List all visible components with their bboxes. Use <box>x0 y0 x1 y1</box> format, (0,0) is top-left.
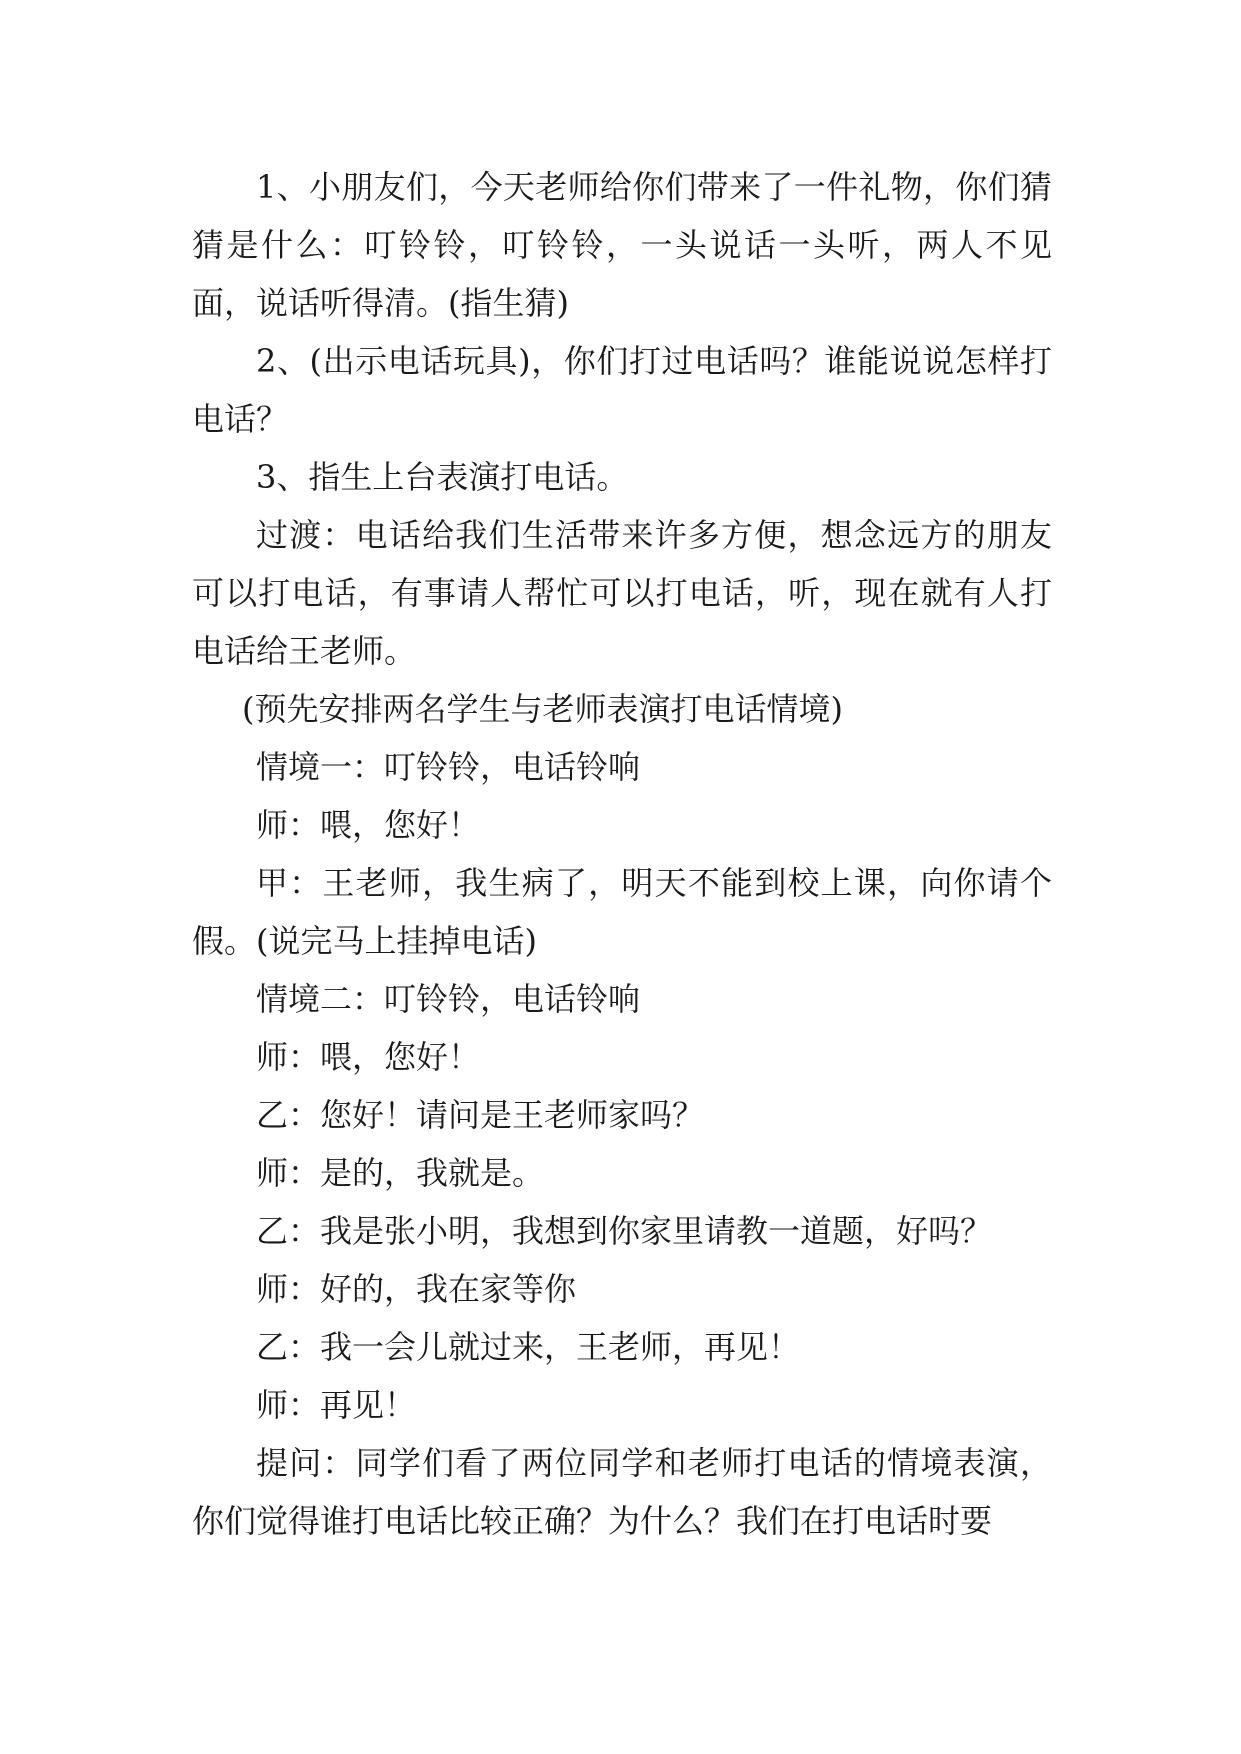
paragraph-10: 师：喂，您好！ <box>256 1038 481 1076</box>
paragraph-1: 1、小朋友们，今天老师给你们带来了一件礼物，你们猜猜是什么：叮铃铃，叮铃铃，一头说话一头听，两人不见面，说话听得清。(指生猜) <box>192 168 1052 322</box>
paragraph-15: 乙：我一会儿就过来，王老师，再见！ <box>256 1328 801 1366</box>
paragraph-3: 3、指生上台表演打电话。 <box>256 458 629 496</box>
paragraph-11: 乙：您好！请问是王老师家吗？ <box>256 1096 705 1134</box>
paragraph-7: 师：喂，您好！ <box>256 806 481 844</box>
document-body <box>192 158 1052 1550</box>
paragraph-9: 情境二：叮铃铃，电话铃响 <box>256 980 641 1018</box>
paragraph-8: 甲：王老师，我生病了，明天不能到校上课，向你请个假。(说完马上挂掉电话) <box>192 864 1052 960</box>
paragraph-16: 师：再见！ <box>256 1386 417 1424</box>
paragraph-13: 乙：我是张小明，我想到你家里请教一道题，好吗？ <box>256 1212 993 1250</box>
paragraph-4: 过渡：电话给我们生活带来许多方便，想念远方的朋友可以打电话，有事请人帮忙可以打电话，听，现在就有人打电话给王老师。 <box>192 516 1052 670</box>
paragraph-6: 情境一：叮铃铃，电话铃响 <box>256 748 641 786</box>
paragraph-17: 提问：同学们看了两位同学和老师打电话的情境表演，你们觉得谁打电话比较正确？为什么？我们在打电话时要 <box>192 1444 1052 1540</box>
paragraph-12: 师：是的，我就是。 <box>256 1154 545 1192</box>
paragraph-14: 师：好的，我在家等你 <box>256 1270 577 1308</box>
paragraph-5: (预先安排两名学生与老师表演打电话情境) <box>242 690 843 728</box>
paragraph-2: 2、(出示电话玩具)，你们打过电话吗？谁能说说怎样打电话？ <box>192 342 1052 438</box>
